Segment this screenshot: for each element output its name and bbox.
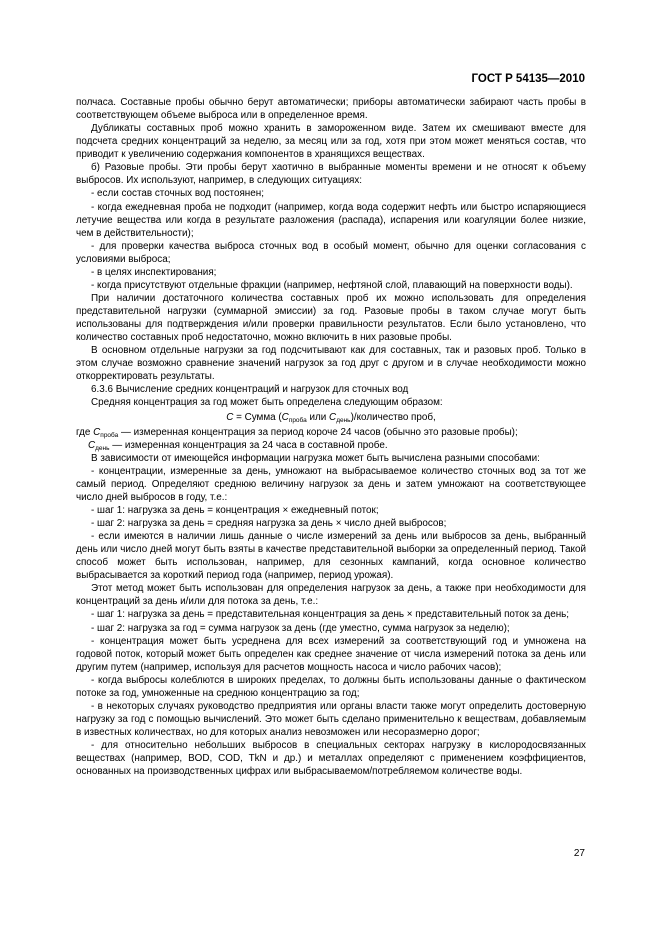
list-item: - когда выбросы колеблются в широких пределах, то должны быть использованы данные о фактическом потоке за год, умноженные на среднюю концентрацию за год; [76,674,586,699]
section-heading: 6.3.6 Вычисление средних концентраций и нагрузок для сточных вод [91,384,409,396]
formula-subscript: проба [100,431,119,439]
paragraph: В зависимости от имеющейся информации нагрузка может быть вычислена разными способами: [91,452,540,464]
formula-subscript: день [336,416,351,424]
list-item: - в некоторых случаях руководство предприятия или органы власти также могут определить достоверную нагрузку за год с помощью вычислений. Это может быть сделано применительно к веществам, добавляемым в известных количествах, но для которых анализ невозможен или несоразмерно дорог; [76,700,586,738]
list-item: - концентрация может быть усреднена для всех измерений за соответствующий год и умножена на годовой поток, который может быть определен как среднее значение от числа измерений потока за день или другим путем (например, используя для расчетов мощность насоса и число рабочих часов); [76,635,586,673]
list-item: - когда присутствуют отдельные фракции (например, нефтяной слой, плавающий на поверхности воды). [91,279,573,291]
formula-symbol: C [226,411,234,423]
list-item: - шаг 1: нагрузка за день = концентрация × ежедневный поток; [91,504,379,516]
formula-symbol: C [88,439,96,451]
page-number: 27 [573,848,585,859]
list-item: - если состав сточных вод постоянен; [91,188,264,200]
paragraph: При наличии достаточного количества составных проб их можно использовать для определения представительной нагрузки (суммарной эмиссии) за год. Разовые пробы в таком случае могут быть использованы для подтверждения и/или проверки правильности результатов. Если было установлено, что количество составных проб недостаточно, можно включить в них разовые пробы. [76,292,586,344]
list-item: - шаг 1: нагрузка за день = представительная концентрация за день × представительный поток за день; [91,609,570,621]
formula-subscript: проба [288,416,307,424]
list-item: - когда ежедневная проба не подходит (например, когда вода содержит нефть или быстро испаряющиеся летучие вещества или когда в результате разложения (распада), испарения или коагуляции более низкие, чем в действительности); [76,201,586,239]
list-item: - для проверки качества выброса сточных вод в особый момент, обычно для оценки согласования с условиями выброса; [76,240,586,265]
list-item: - если имеются в наличии лишь данные о числе измерений за день или выбросов за день, выбранный день или число дней могут быть взяты в качестве представительной выборки за определенный период. Такой способ может быть использован, например, для сезонных кампаний, когда основное количество выбрасывается за короткий период года (например, период урожая). [76,531,586,582]
list-item: - шаг 2: нагрузка за день = средняя нагрузка за день × число дней выбросов; [91,518,447,529]
paragraph: Этот метод может быть использован для определения нагрузок за день, а также при необходимости для концентраций за день и/или для потока за день, т.е.: [76,583,586,608]
formula-symbol: C [93,426,101,438]
definition-line: где $C_{проба}$ — измеренная концентрация за период короче 24 часов (обычно это разовые пробы); [76,426,518,439]
formula-subscript: день [95,444,110,452]
definition-line: $C_{день}$ — измеренная концентрация за 24 часа в составной пробе. [88,439,388,452]
paragraph: Дубликаты составных проб можно хранить в замороженном виде. Затем их смешивают вместе для подсчета средних концентраций за неделю, за месяц или за год, хотя при этом может меняться состав, что приводит к увеличению содержания компонентов в хранящихся веществах. [76,123,586,161]
paragraph: Средняя концентрация за год может быть определена следующим образом: [91,397,443,409]
formula-text: или [306,411,330,423]
formula-symbol: C [329,411,337,423]
formula-text: = Сумма ( [233,411,282,423]
standard-code-header: ГОСТ Р 54135—2010 [471,73,585,85]
list-item: - в целях инспектирования; [91,266,217,278]
paragraph: полчаса. Составные пробы обычно берут автоматически; приборы автоматически забирают часть пробы в соответствующем объеме выброса или в определенное время. [76,97,586,122]
list-item: - концентрации, измеренные за день, умножают на выбрасываемое количество сточных вод за тот же самый период. Определяют среднюю величину нагрузок за день и затем умножают на соответствующее число дней выбросов в году, т.е.: [76,465,586,503]
list-item: - шаг 2: нагрузка за год = сумма нагрузок за день (где уместно, сумма нагрузок за неделю); [91,622,510,634]
paragraph: б) Разовые пробы. Эти пробы берут хаотично в выбранные моменты времени и не относят к объему выбросов. Их используют, например, в следующих ситуациях: [76,162,586,187]
list-item: - для относительно небольших выбросов в специальных секторах нагрузку в кислородосвязанных веществах (например, BOD, COD, TkN и др.) и металлах определяют с применением коэффициентов, основанных на производственных цифрах или выбрасываемом/потребляемом количестве воды. [76,740,586,778]
paragraph: В основном отдельные нагрузки за год подсчитывают как для составных, так и разовых проб. Только в этом случае возможно сравнение значений нагрузок за год друг с другом и в случае необходимости можно откорректировать результаты. [76,345,586,383]
formula-symbol: C [281,411,289,423]
formula-text: )/количество проб, [350,411,436,423]
formula [76,411,586,424]
document-body [76,96,586,778]
